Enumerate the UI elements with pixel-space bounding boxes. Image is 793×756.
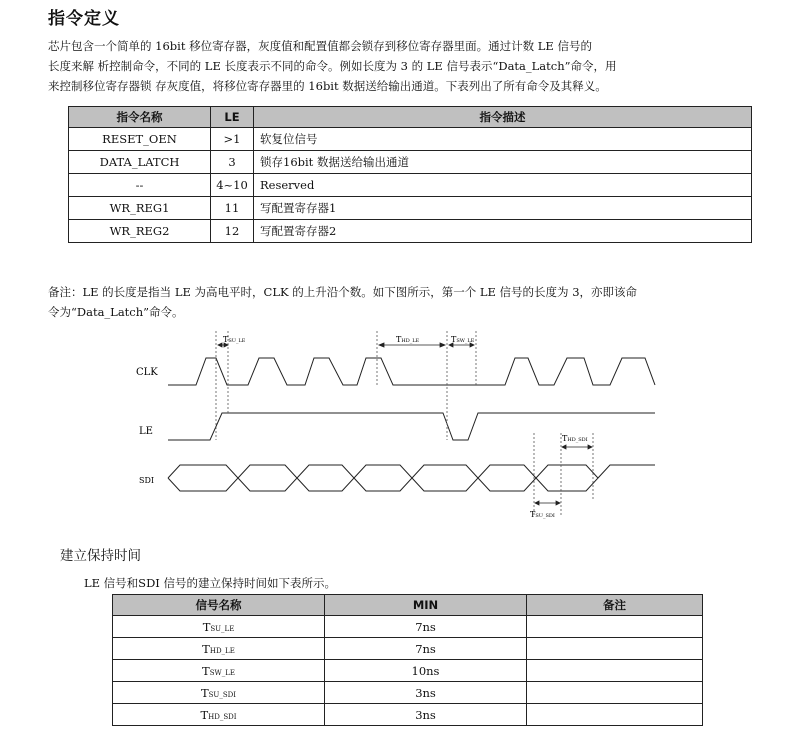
table-row [113,638,703,660]
command-le: 12 [211,220,254,243]
table-row [69,174,752,197]
table-row [113,704,703,726]
command-table [68,106,752,243]
command-name: DATA_LATCH [69,151,211,174]
header-le: LE [211,107,254,128]
reference-lines [216,331,593,515]
section-title: 建立保持时间 [60,548,141,564]
thd-le-label: THD_LE [396,335,420,344]
header-description: 指令描述 [254,107,752,128]
table-row [113,682,703,704]
command-desc: Reserved [254,174,752,197]
command-desc: 写配置寄存器2 [254,220,752,243]
command-name: WR_REG2 [69,220,211,243]
table-row [69,128,752,151]
intro-line: 来控制移位寄存器锁 存灰度值，将移位寄存器里的 16bit 数据送给输出通道。下表列出了所有命令及其释义。 [48,79,607,93]
command-le: >1 [211,128,254,151]
table-row [69,220,752,243]
timing-diagram [0,325,793,525]
min-value: 3ns [325,704,527,726]
signal-name: THD_LE [113,638,325,660]
tsw-le-label: TSW_LE [451,335,475,344]
note-line: 备注：LE 的长度是指当 LE 为高电平时，CLK 的上升沿个数。如下图所示，第一个 LE 信号的长度为 3，亦即该命 [48,285,638,299]
note-line: 令为“Data_Latch”命令。 [48,305,184,319]
signal-name: TSW_LE [113,660,325,682]
note-value [527,660,703,682]
command-desc: 锁存16bit 数据送给输出通道 [254,151,752,174]
signal-name: TSU_LE [113,616,325,638]
table-row [113,616,703,638]
tsu-sdi-label: TSU_SDI [530,510,555,519]
clk-label: CLK [136,367,158,378]
signal-name: THD_SDI [113,704,325,726]
note-value [527,704,703,726]
command-desc: 写配置寄存器1 [254,197,752,220]
command-le: 4~10 [211,174,254,197]
timing-arrows [218,343,592,505]
table-row [69,151,752,174]
command-name: -- [69,174,211,197]
min-value: 3ns [325,682,527,704]
command-name: WR_REG1 [69,197,211,220]
command-le: 3 [211,151,254,174]
note-value [527,682,703,704]
intro-paragraph [48,36,748,96]
command-table-header [69,107,752,128]
header-note: 备注 [527,595,703,616]
intro-line: 芯片包含一个简单的 16bit 移位寄存器，灰度值和配置值都会锁存到移位寄存器里面。通过计数 LE 信号的 [48,39,592,53]
signal-name: TSU_SDI [113,682,325,704]
intro-line: 长度来解 析控制命令，不同的 LE 长度表示不同的命令。例如长度为 3 的 LE 信号表示“Data_Latch”命令，用 [48,59,617,73]
table-row [113,660,703,682]
section-intro: LE 信号和SDI 信号的建立保持时间如下表所示。 [84,576,336,590]
header-command-name: 指令名称 [69,107,211,128]
header-min: MIN [325,595,527,616]
clk-waveform [168,358,655,385]
page-title: 指令定义 [48,9,120,29]
timing-table-header [113,595,703,616]
header-signal-name: 信号名称 [113,595,325,616]
min-value: 7ns [325,616,527,638]
sdi-waveform [168,465,655,491]
note-paragraph [48,282,748,322]
min-value: 7ns [325,638,527,660]
table-row [69,197,752,220]
command-name: RESET_OEN [69,128,211,151]
sdi-label: SDI [139,476,155,485]
le-label: LE [139,426,153,437]
note-value [527,616,703,638]
tsu-le-label: TSU_LE [223,335,246,344]
timing-table [112,594,703,726]
min-value: 10ns [325,660,527,682]
command-le: 11 [211,197,254,220]
command-desc: 软复位信号 [254,128,752,151]
note-value [527,638,703,660]
le-waveform [168,413,655,440]
thd-sdi-label: THD_SDI [562,434,588,443]
